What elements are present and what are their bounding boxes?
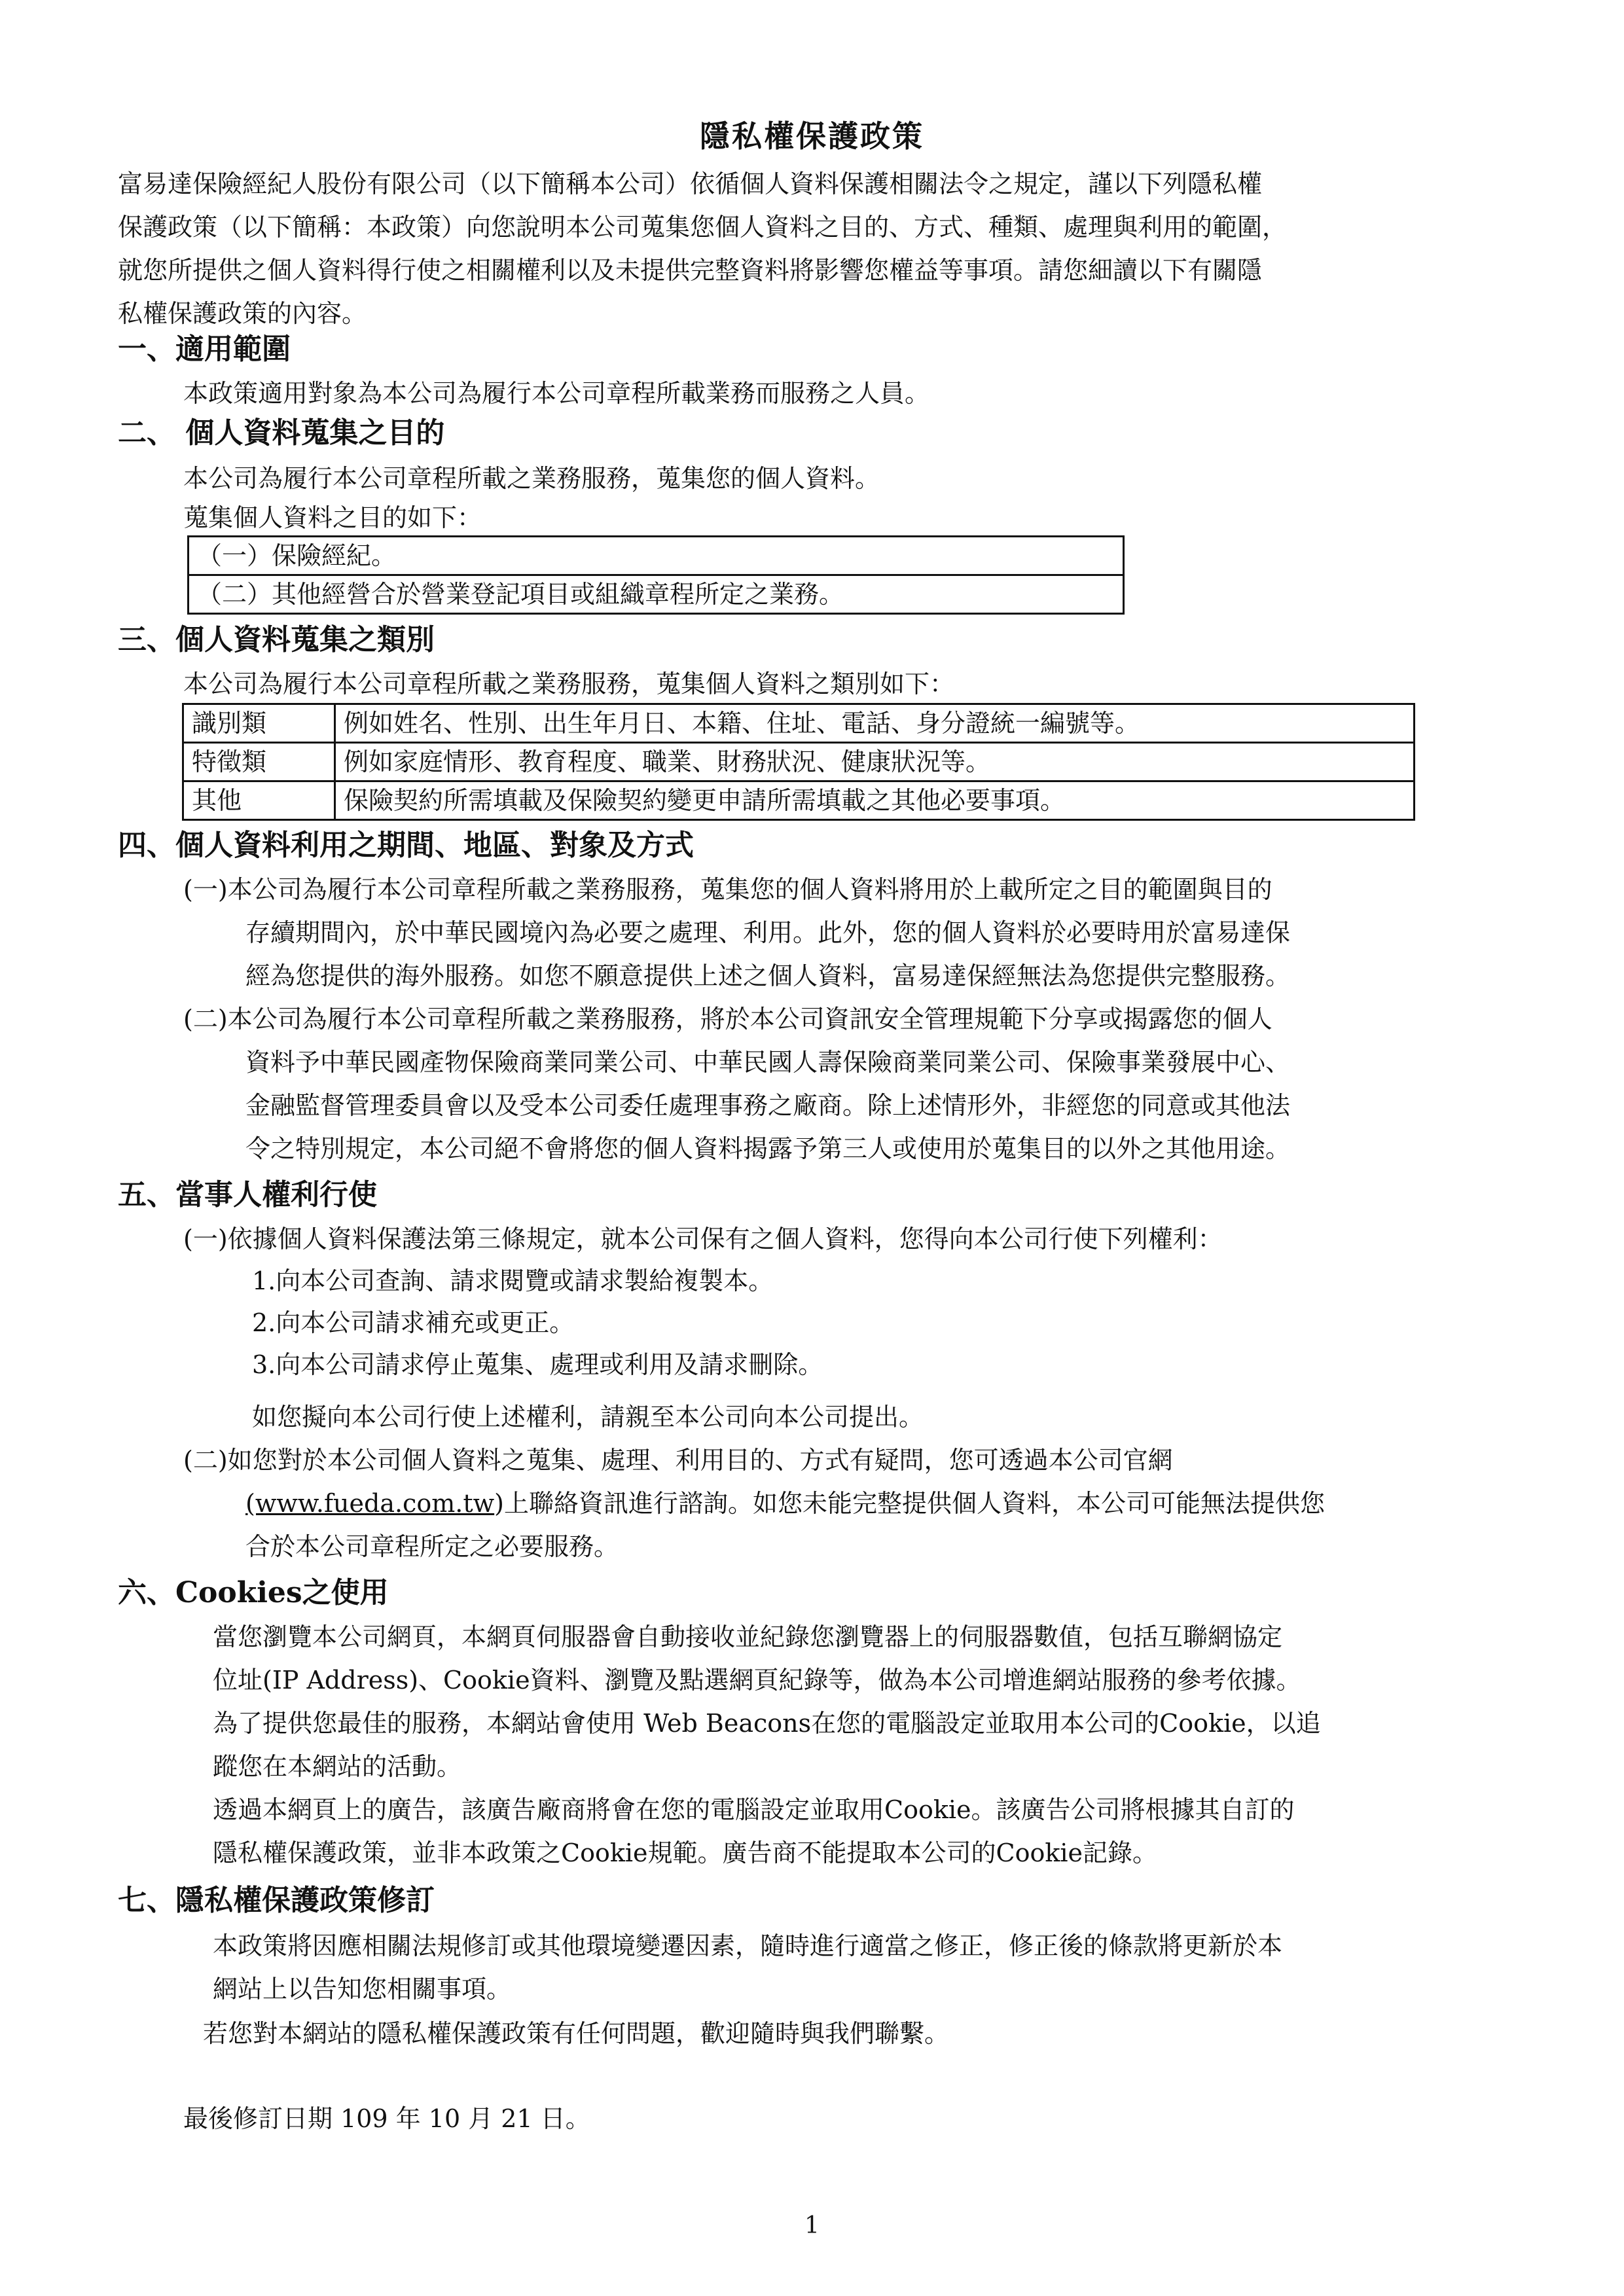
page-title: 隱私權保護政策 [700, 118, 924, 154]
section-4-p2-line: (二)本公司為履行本公司章程所載之業務服務，將於本公司資訊安全管理規範下分享或揭露您的個人 [183, 1005, 1272, 1033]
section-3-heading: 三、個人資料蒐集之類別 [118, 623, 435, 656]
section-2-heading: 二、 個人資料蒐集之目的 [118, 416, 445, 450]
purpose-cell: （二）其他經營合於營業登記項目或組織章程所定之業務。 [189, 575, 1124, 614]
rights-item: 2.向本公司請求補充或更正。 [252, 1308, 575, 1337]
section-6-line: 透過本網頁上的廣告，該廣告廠商將會在您的電腦設定並取用Cookie。該廣告公司將根據其自訂的 [213, 1795, 1295, 1824]
section-7-line: 網站上以告知您相關事項。 [213, 1975, 512, 2003]
section-1-heading: 一、適用範圍 [118, 332, 291, 366]
section-6-heading: 六、Cookies之使用 [118, 1576, 389, 1609]
category-value: 例如家庭情形、教育程度、職業、財務狀況、健康狀況等。 [335, 743, 1415, 781]
category-key: 特徵類 [183, 743, 335, 781]
section-5-note: 如您擬向本公司行使上述權利，請親至本公司向本公司提出。 [252, 1403, 924, 1431]
intro-line: 保護政策（以下簡稱：本政策）向您說明本公司蒐集您個人資料之目的、方式、種類、處理與利用的範圍， [118, 213, 1288, 242]
table-row [183, 704, 1415, 743]
section-5-p2-line [245, 1482, 1325, 1525]
purpose-cell: （一）保險經紀。 [189, 537, 1124, 575]
section-7-contact: 若您對本網站的隱私權保護政策有任何問題，歡迎隨時與我們聯繫。 [203, 2019, 950, 2048]
category-key: 識別類 [183, 704, 335, 743]
section-2-text: 本公司為履行本公司章程所載之業務服務，蒐集您的個人資料。 [183, 464, 880, 493]
section-4-p1-line: 經為您提供的海外服務。如您不願意提供上述之個人資料，富易達保經無法為您提供完整服務。 [245, 961, 1291, 990]
section-5-p2-line: (二)如您對於本公司個人資料之蒐集、處理、利用目的、方式有疑問，您可透過本公司官網 [183, 1446, 1173, 1475]
intro-line: 就您所提供之個人資料得行使之相關權利以及未提供完整資料將影響您權益等事項。請您細讀以下有關隱 [118, 256, 1263, 285]
section-7-heading: 七、隱私權保護政策修訂 [118, 1884, 435, 1917]
section-1-text: 本政策適用對象為本公司為履行本公司章程所載業務而服務之人員。 [183, 379, 930, 408]
category-table [182, 703, 1415, 821]
intro-line: 私權保護政策的內容。 [118, 299, 367, 328]
section-2-purpose-label: 蒐集個人資料之目的如下： [183, 503, 482, 532]
revision-date: 最後修訂日期 109 年 10 月 21 日。 [183, 2104, 590, 2133]
section-3-text: 本公司為履行本公司章程所載之業務服務，蒐集個人資料之類別如下： [183, 670, 955, 698]
section-5-heading: 五、當事人權利行使 [118, 1178, 377, 1211]
category-key: 其他 [183, 781, 335, 820]
intro-line: 富易達保險經紀人股份有限公司（以下簡稱本公司）依循個人資料保護相關法令之規定，謹以下列隱私權 [118, 170, 1263, 198]
section-5-p2-line: 合於本公司章程所定之必要服務。 [245, 1532, 619, 1561]
section-6-line: 為了提供您最佳的服務，本網站會使用 Web Beacons在您的電腦設定並取用本公司的Cookie，以追 [213, 1709, 1321, 1738]
section-4-heading: 四、個人資料利用之期間、地區、對象及方式 [118, 829, 694, 862]
section-4-p2-line: 令之特別規定，本公司絕不會將您的個人資料揭露予第三人或使用於蒐集目的以外之其他用途。 [245, 1134, 1291, 1163]
table-row [189, 575, 1124, 614]
section-6-line: 蹤您在本網站的活動。 [213, 1752, 462, 1781]
intro-paragraph [118, 162, 1512, 335]
table-row [183, 743, 1415, 781]
website-link[interactable]: (www.fueda.com.tw [245, 1489, 495, 1518]
section-4-p1-line: 存續期間內，於中華民國境內為必要之處理、利用。此外，您的個人資料於必要時用於富易達保 [245, 918, 1291, 947]
category-value: 例如姓名、性別、出生年月日、本籍、住址、電話、身分證統一編號等。 [335, 704, 1415, 743]
rights-item: 3.向本公司請求停止蒐集、處理或利用及請求刪除。 [252, 1350, 823, 1379]
section-4-p2-line: 金融監督管理委員會以及受本公司委任處理事務之廠商。除上述情形外，非經您的同意或其他法 [245, 1091, 1291, 1120]
category-value: 保險契約所需填載及保險契約變更申請所需填載之其他必要事項。 [335, 781, 1415, 820]
purpose-table [187, 535, 1125, 615]
section-5-p1: (一)依據個人資料保護法第三條規定，就本公司保有之個人資料，您得向本公司行使下列權利： [183, 1225, 1223, 1253]
section-5-p2-text: )上聯絡資訊進行諮詢。如您未能完整提供個人資料，本公司可能無法提供您 [494, 1489, 1325, 1518]
section-6-line: 當您瀏覽本公司網頁，本網頁伺服器會自動接收並紀錄您瀏覽器上的伺服器數值，包括互聯網協定 [213, 1623, 1283, 1651]
section-4-p1-line: (一)本公司為履行本公司章程所載之業務服務，蒐集您的個人資料將用於上載所定之目的範圍與目的 [183, 875, 1272, 904]
section-7-line: 本政策將因應相關法規修訂或其他環境變遷因素，隨時進行適當之修正，修正後的條款將更新於本 [213, 1931, 1283, 1960]
table-row [189, 537, 1124, 575]
section-6-line: 隱私權保護政策，並非本政策之Cookie規範。廣告商不能提取本公司的Cookie記錄。 [213, 1839, 1158, 1867]
section-6-line: 位址(IP Address)、Cookie資料、瀏覽及點選網頁紀錄等，做為本公司增進網站服務的參考依據。 [213, 1666, 1301, 1695]
rights-item: 1.向本公司查詢、請求閱覽或請求製給複製本。 [252, 1266, 774, 1295]
section-4-p2-line: 資料予中華民國產物保險商業同業公司、中華民國人壽保險商業同業公司、保險事業發展中心、 [245, 1048, 1291, 1077]
table-row [183, 781, 1415, 820]
page-number: 1 [804, 2212, 820, 2239]
